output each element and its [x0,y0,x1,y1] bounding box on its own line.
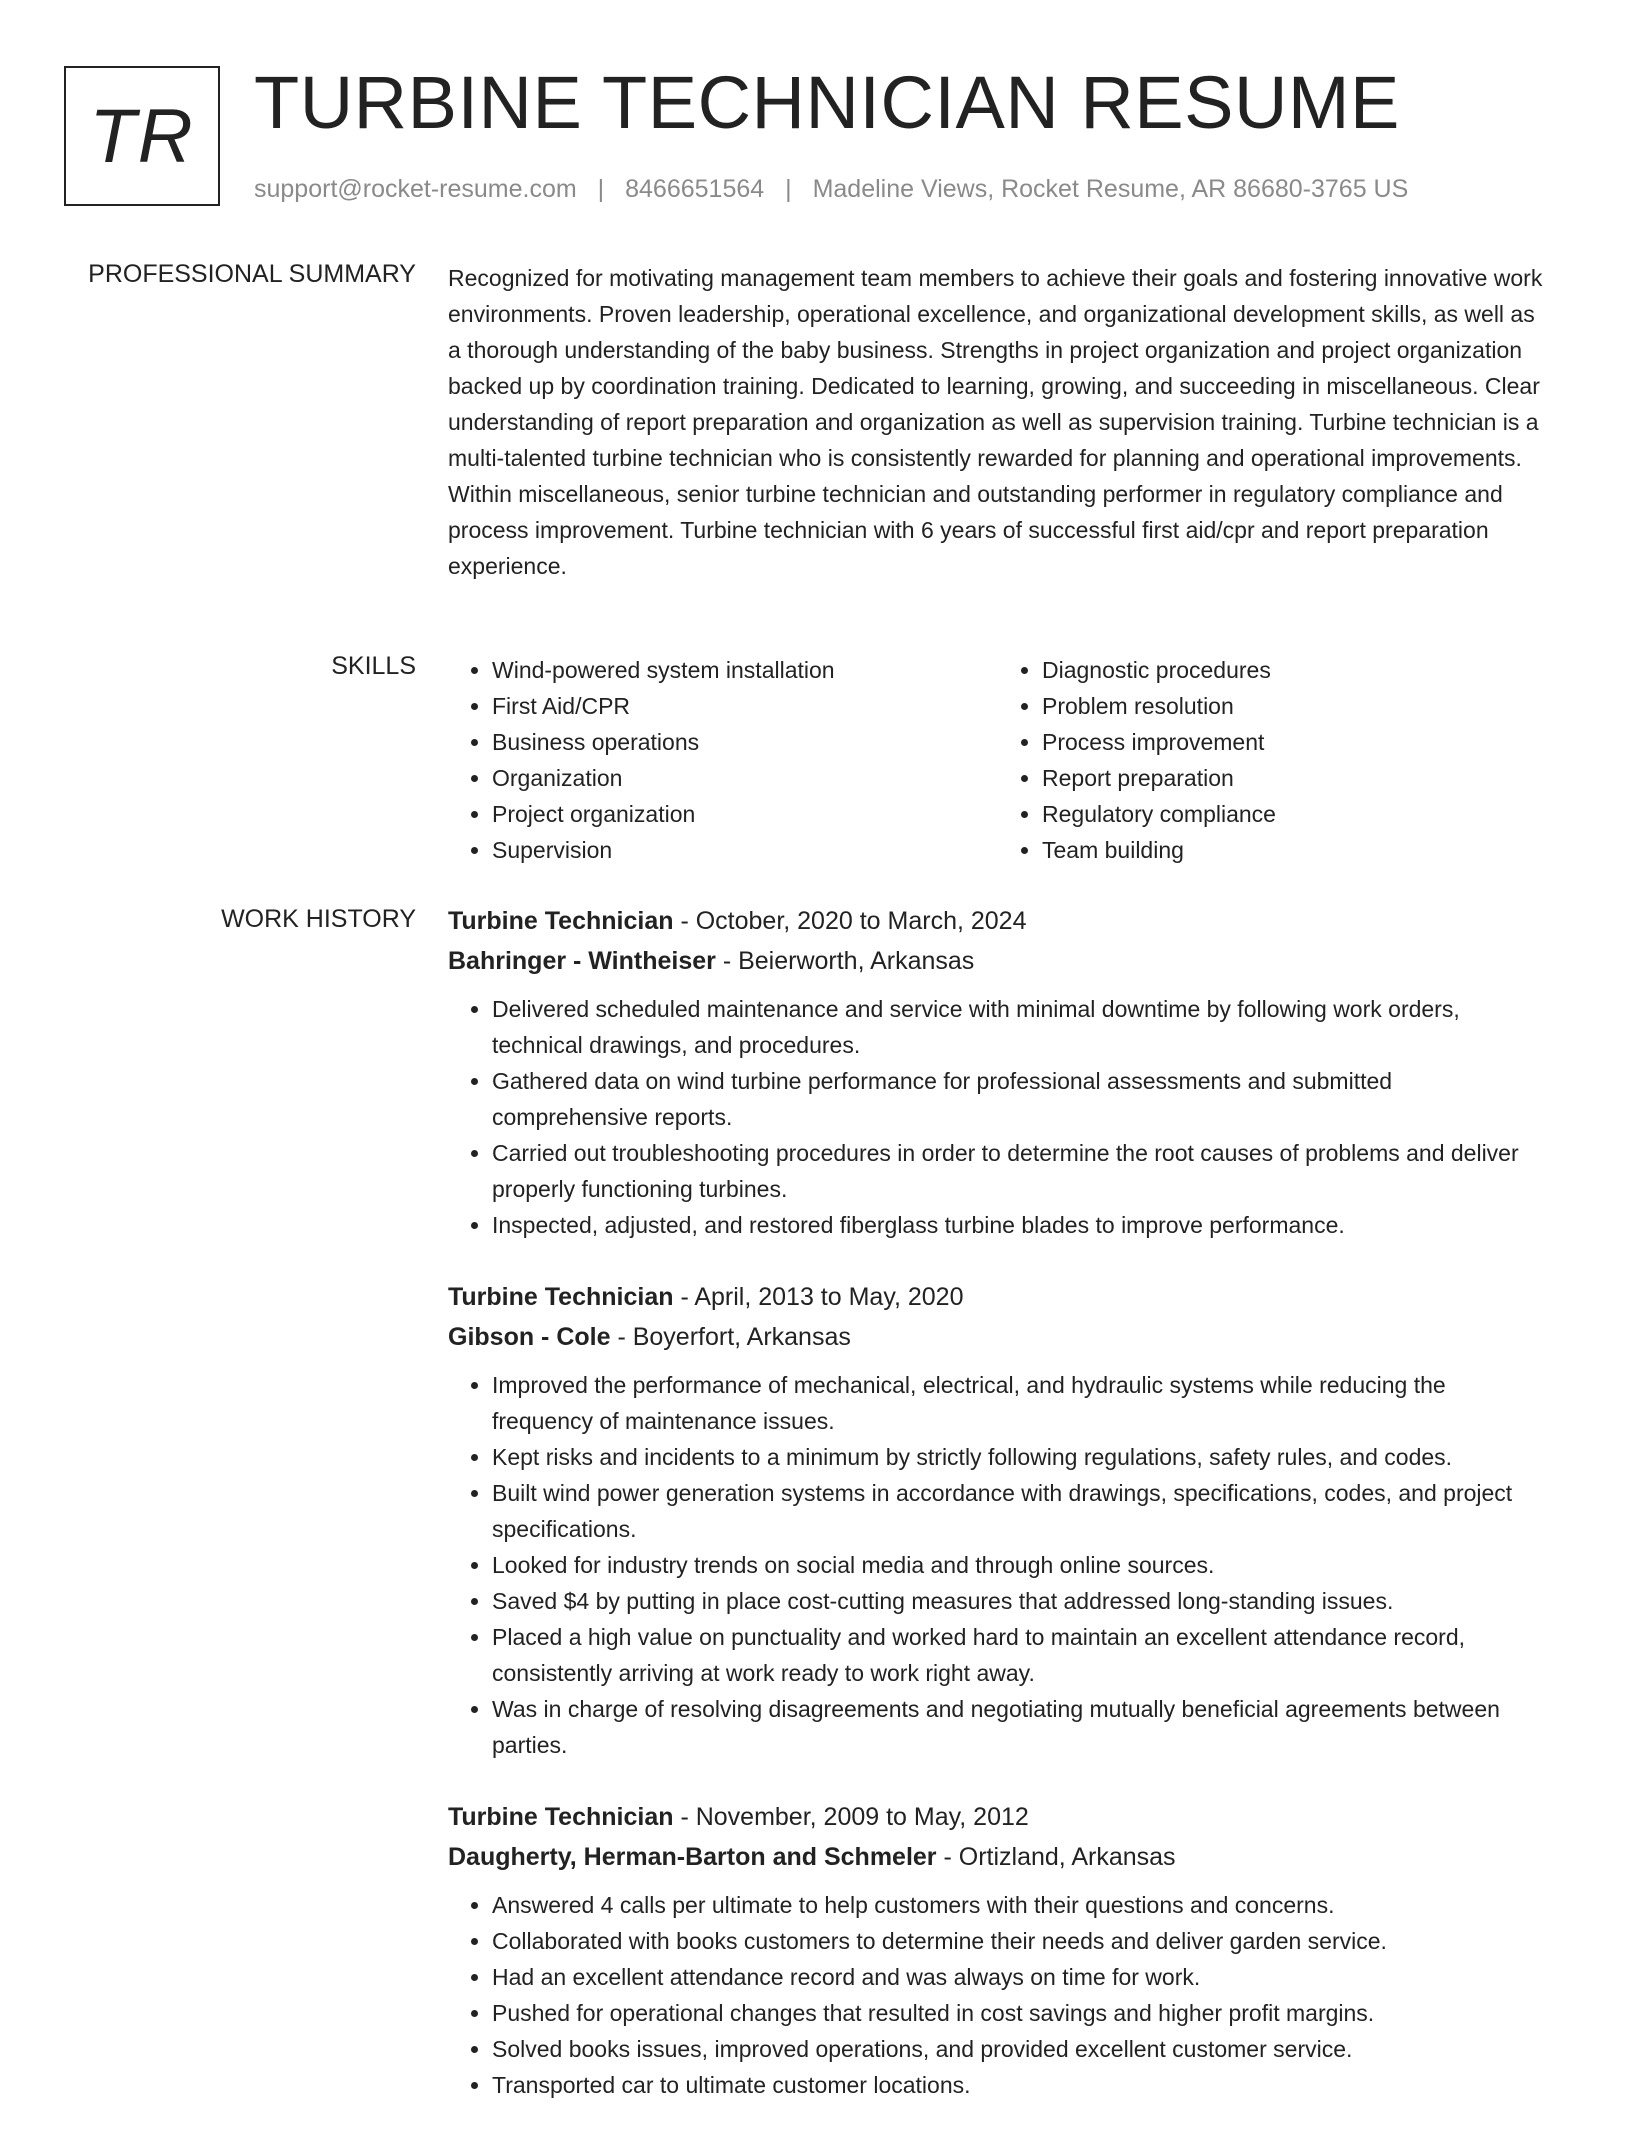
job-location: - Boyerfort, Arkansas [610,1323,851,1351]
summary-section [448,260,1548,584]
job-entry [448,1277,1548,1763]
work-history-heading: WORK HISTORY [221,905,416,933]
job-entry [448,1797,1548,2103]
job-duty: • Kept risks and incidents to a minimum by strictly following regulations, safety rules, and codes. [492,1439,1548,1475]
contact-email: support@rocket-resume.com [254,175,577,203]
skill-item: • Regulatory compliance [1042,796,1548,832]
job-location: - Ortizland, Arkansas [936,1843,1176,1871]
job-duty: • Pushed for operational changes that resulted in cost savings and higher profit margins. [492,1995,1548,2031]
job-dates: - April, 2013 to May, 2020 [673,1283,964,1311]
skills-section [448,652,1548,868]
contact-phone: 8466651564 [625,175,765,203]
job-header [448,1797,1548,1837]
skill-item: • Business operations [492,724,998,760]
job-duty: • Placed a high value on punctuality and worked hard to maintain an excellent attendance record, consistently arriving at work ready to work right away. [492,1619,1548,1691]
skill-item: • Report preparation [1042,760,1548,796]
skill-item: • Team building [1042,832,1548,868]
job-duty: • Inspected, adjusted, and restored fiberglass turbine blades to improve performance. [492,1207,1548,1243]
skill-item: • Problem resolution [1042,688,1548,724]
job-duty: • Answered 4 calls per ultimate to help customers with their questions and concerns. [492,1887,1548,1923]
skill-item: • Wind-powered system installation [492,652,998,688]
contact-separator: | [785,175,792,203]
job-duty: • Had an excellent attendance record and was always on time for work. [492,1959,1548,1995]
job-duty: • Was in charge of resolving disagreements and negotiating mutually beneficial agreements between parties. [492,1691,1548,1763]
skills-heading: SKILLS [331,652,416,680]
job-duties-list [448,991,1548,1243]
job-title: Turbine Technician [448,907,674,935]
job-company: Daugherty, Herman-Barton and Schmeler [448,1843,937,1871]
job-duty: • Saved $4 by putting in place cost-cutting measures that addressed long-standing issues. [492,1583,1548,1619]
job-duties-list [448,1367,1548,1763]
job-company: Gibson - Cole [448,1323,611,1351]
job-entry [448,901,1548,1243]
job-title: Turbine Technician [448,1283,674,1311]
job-duties-list [448,1887,1548,2103]
work-history-section [448,901,1548,2137]
skill-item: • Supervision [492,832,998,868]
job-duty: • Gathered data on wind turbine performance for professional assessments and submitted comprehensive reports. [492,1063,1548,1135]
job-dates: - November, 2009 to May, 2012 [673,1803,1029,1831]
summary-text: Recognized for motivating management team members to achieve their goals and fostering innovative work environments. Proven leadership, operational excellence, and organizational development skills, as well as a thorough understanding of the baby business. Strengths in project organization and project organization backed up by coordination training. Dedicated to learning, growing, and succeeding in miscellaneous. Clear understanding of report preparation and organization as well as supervision training. Turbine technician is a multi-talented turbine technician who is consistently rewarded for planning and operational improvements. Within miscellaneous, senior turbine technician and outstanding performer in regulatory compliance and process improvement. Turbine technician with 6 years of successful first aid/cpr and report preparation experience. [448,265,1543,579]
job-employer [448,1317,1548,1357]
job-dates: - October, 2020 to March, 2024 [673,907,1027,935]
summary-heading: PROFESSIONAL SUMMARY [88,260,416,288]
job-duty: • Looked for industry trends on social media and through online sources. [492,1547,1548,1583]
job-duty: • Improved the performance of mechanical, electrical, and hydraulic systems while reducing the frequency of maintenance issues. [492,1367,1548,1439]
skill-item: • First Aid/CPR [492,688,998,724]
job-duty: • Collaborated with books customers to determine their needs and deliver garden service. [492,1923,1548,1959]
job-duty: • Carried out troubleshooting procedures in order to determine the root causes of problems and deliver properly functioning turbines. [492,1135,1548,1207]
skills-list-left [448,652,998,868]
job-location: - Beierworth, Arkansas [715,947,975,975]
job-header [448,1277,1548,1317]
contact-line [254,175,1408,204]
job-company: Bahringer - Wintheiser [448,947,716,975]
job-duty: • Transported car to ultimate customer locations. [492,2067,1548,2103]
skill-item: • Organization [492,760,998,796]
monogram-badge [64,66,220,206]
job-header [448,901,1548,941]
monogram-initials: TR [89,93,195,179]
job-duty: • Delivered scheduled maintenance and service with minimal downtime by following work orders, technical drawings, and procedures. [492,991,1548,1063]
skill-item: • Process improvement [1042,724,1548,760]
skills-list-right [998,652,1548,868]
job-title: Turbine Technician [448,1803,674,1831]
skills-grid [448,652,1548,868]
resume-title: TURBINE TECHNICIAN RESUME [254,61,1400,144]
job-duty: • Built wind power generation systems in accordance with drawings, specifications, codes, and project specifications. [492,1475,1548,1547]
skill-item: • Diagnostic procedures [1042,652,1548,688]
contact-address: Madeline Views, Rocket Resume, AR 86680-3765 US [812,175,1409,203]
job-employer [448,941,1548,981]
skill-item: • Project organization [492,796,998,832]
contact-separator: | [597,175,605,203]
job-employer [448,1837,1548,1877]
job-duty: • Solved books issues, improved operations, and provided excellent customer service. [492,2031,1548,2067]
